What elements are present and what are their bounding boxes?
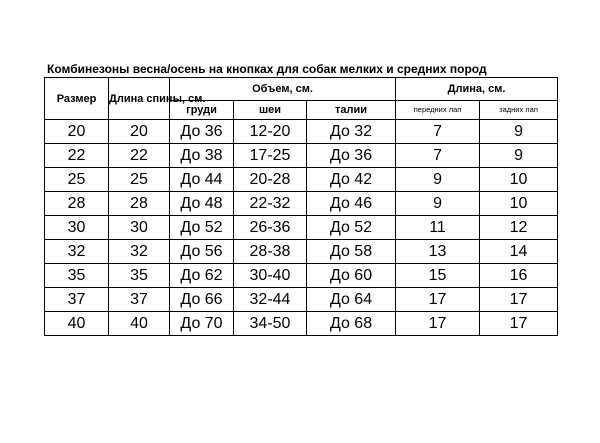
cell-back-length: 25 [109,168,170,192]
cell-neck: 17-25 [234,144,307,168]
cell-front-legs: 13 [396,240,480,264]
table-row [45,240,558,264]
cell-chest: До 48 [170,192,234,216]
cell-neck: 26-36 [234,216,307,240]
cell-front-legs: 7 [396,120,480,144]
cell-back-length: 28 [109,192,170,216]
cell-neck: 30-40 [234,264,307,288]
header-row-main [45,78,558,101]
cell-back-length: 30 [109,216,170,240]
cell-size: 25 [45,168,109,192]
size-chart-table [44,77,558,336]
cell-waist: До 52 [307,216,396,240]
cell-waist: До 68 [307,312,396,336]
table-row [45,264,558,288]
cell-neck: 28-38 [234,240,307,264]
cell-chest: До 62 [170,264,234,288]
cell-waist: До 58 [307,240,396,264]
cell-size: 32 [45,240,109,264]
cell-hind-legs: 10 [480,192,558,216]
header-waist: талии [307,101,396,120]
header-back-length: Длина спины, см. [109,78,170,120]
cell-waist: До 32 [307,120,396,144]
cell-waist: До 36 [307,144,396,168]
cell-hind-legs: 12 [480,216,558,240]
table-row [45,192,558,216]
table-row [45,168,558,192]
cell-size: 30 [45,216,109,240]
table-row [45,288,558,312]
cell-chest: До 38 [170,144,234,168]
table-title: Комбинезоны весна/осень на кнопках для собак мелких и средних пород [47,62,487,76]
cell-neck: 12-20 [234,120,307,144]
cell-front-legs: 9 [396,192,480,216]
cell-hind-legs: 14 [480,240,558,264]
cell-hind-legs: 17 [480,288,558,312]
cell-hind-legs: 9 [480,144,558,168]
cell-front-legs: 17 [396,288,480,312]
header-volume: Объем, см. [170,78,396,101]
cell-back-length: 20 [109,120,170,144]
cell-front-legs: 17 [396,312,480,336]
cell-chest: До 66 [170,288,234,312]
cell-size: 28 [45,192,109,216]
cell-chest: До 70 [170,312,234,336]
cell-size: 20 [45,120,109,144]
header-hind-legs: задних лап [480,101,558,120]
table-row [45,312,558,336]
cell-hind-legs: 16 [480,264,558,288]
table-row [45,216,558,240]
header-chest: груди [170,101,234,120]
cell-chest: До 36 [170,120,234,144]
cell-back-length: 32 [109,240,170,264]
header-neck: шеи [234,101,307,120]
cell-hind-legs: 17 [480,312,558,336]
cell-back-length: 37 [109,288,170,312]
cell-front-legs: 9 [396,168,480,192]
cell-waist: До 64 [307,288,396,312]
cell-neck: 32-44 [234,288,307,312]
cell-waist: До 46 [307,192,396,216]
cell-back-length: 22 [109,144,170,168]
cell-back-length: 40 [109,312,170,336]
cell-neck: 22-32 [234,192,307,216]
cell-hind-legs: 9 [480,120,558,144]
table-row [45,120,558,144]
cell-front-legs: 15 [396,264,480,288]
cell-size: 22 [45,144,109,168]
cell-chest: До 56 [170,240,234,264]
cell-neck: 34-50 [234,312,307,336]
header-size: Размер [45,78,109,120]
header-front-legs: передних лап [396,101,480,120]
table-row [45,144,558,168]
cell-chest: До 44 [170,168,234,192]
cell-size: 35 [45,264,109,288]
cell-waist: До 60 [307,264,396,288]
cell-size: 37 [45,288,109,312]
cell-back-length: 35 [109,264,170,288]
cell-waist: До 42 [307,168,396,192]
cell-front-legs: 7 [396,144,480,168]
cell-front-legs: 11 [396,216,480,240]
cell-neck: 20-28 [234,168,307,192]
header-length: Длина, см. [396,78,558,101]
cell-size: 40 [45,312,109,336]
cell-chest: До 52 [170,216,234,240]
cell-hind-legs: 10 [480,168,558,192]
